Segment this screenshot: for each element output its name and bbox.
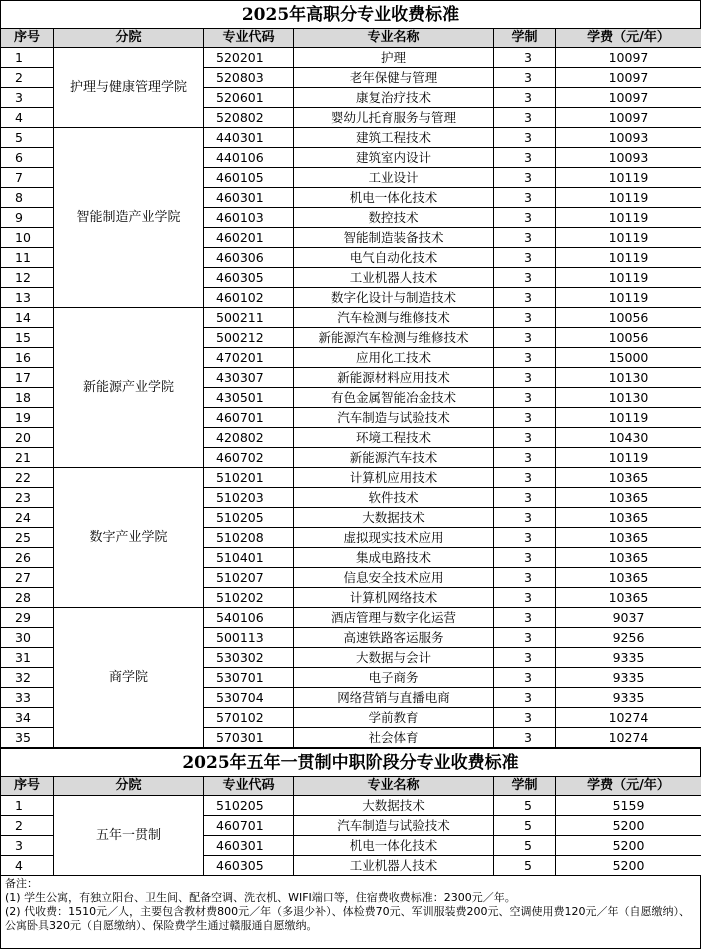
- cell-name: 有色金属智能冶金技术: [294, 388, 494, 408]
- header-college: 分院: [54, 29, 204, 48]
- cell-years: 3: [494, 388, 556, 408]
- section-title-five-year: 2025年五年一贯制中职阶段分专业收费标准: [0, 748, 701, 776]
- cell-code: 530701: [204, 668, 294, 688]
- cell-fee: 10365: [556, 468, 701, 488]
- cell-name: 机电一体化技术: [294, 836, 494, 856]
- cell-fee: 10119: [556, 208, 701, 228]
- cell-fee: 10130: [556, 368, 701, 388]
- cell-name: 工业机器人技术: [294, 268, 494, 288]
- cell-fee: 10365: [556, 568, 701, 588]
- cell-fee: 10365: [556, 588, 701, 608]
- cell-seq: 4: [1, 108, 54, 128]
- fee-table-five-year: [0, 776, 701, 876]
- header-years: 学制: [494, 777, 556, 796]
- cell-years: 3: [494, 148, 556, 168]
- cell-code: 520802: [204, 108, 294, 128]
- cell-fee: 9335: [556, 668, 701, 688]
- cell-seq: 19: [1, 408, 54, 428]
- cell-code: 510401: [204, 548, 294, 568]
- cell-years: 3: [494, 288, 556, 308]
- cell-code: 570301: [204, 728, 294, 748]
- cell-code: 520201: [204, 48, 294, 68]
- cell-name: 大数据技术: [294, 796, 494, 816]
- cell-years: 3: [494, 648, 556, 668]
- cell-name: 电气自动化技术: [294, 248, 494, 268]
- table-body: [1, 48, 701, 748]
- cell-fee: 10119: [556, 188, 701, 208]
- cell-name: 智能制造装备技术: [294, 228, 494, 248]
- cell-name: 建筑室内设计: [294, 148, 494, 168]
- cell-name: 大数据与会计: [294, 648, 494, 668]
- cell-seq: 31: [1, 648, 54, 668]
- cell-fee: 10119: [556, 248, 701, 268]
- cell-code: 460701: [204, 408, 294, 428]
- cell-name: 社会体育: [294, 728, 494, 748]
- cell-code: 420802: [204, 428, 294, 448]
- cell-years: 3: [494, 368, 556, 388]
- cell-name: 高速铁路客运服务: [294, 628, 494, 648]
- cell-code: 460105: [204, 168, 294, 188]
- cell-years: 3: [494, 108, 556, 128]
- cell-years: 3: [494, 588, 556, 608]
- cell-seq: 25: [1, 528, 54, 548]
- cell-seq: 12: [1, 268, 54, 288]
- cell-code: 460103: [204, 208, 294, 228]
- cell-seq: 6: [1, 148, 54, 168]
- cell-code: 510205: [204, 508, 294, 528]
- cell-code: 460201: [204, 228, 294, 248]
- cell-seq: 22: [1, 468, 54, 488]
- cell-fee: 5200: [556, 816, 701, 836]
- cell-code: 440106: [204, 148, 294, 168]
- table-row: [1, 308, 701, 328]
- cell-fee: 10365: [556, 488, 701, 508]
- cell-seq: 2: [1, 68, 54, 88]
- cell-code: 430501: [204, 388, 294, 408]
- cell-fee: 10430: [556, 428, 701, 448]
- cell-name: 数控技术: [294, 208, 494, 228]
- cell-name: 电子商务: [294, 668, 494, 688]
- table-row: [1, 468, 701, 488]
- cell-name: 汽车制造与试验技术: [294, 816, 494, 836]
- cell-name: 工业机器人技术: [294, 856, 494, 876]
- header-fee: 学费（元/年）: [556, 29, 701, 48]
- table-row: [1, 796, 701, 816]
- cell-college: 数字产业学院: [54, 468, 204, 608]
- cell-name: 数字化设计与制造技术: [294, 288, 494, 308]
- cell-seq: 35: [1, 728, 54, 748]
- cell-fee: 5200: [556, 836, 701, 856]
- cell-fee: 9335: [556, 688, 701, 708]
- cell-fee: 10119: [556, 448, 701, 468]
- cell-fee: 10365: [556, 548, 701, 568]
- cell-years: 5: [494, 856, 556, 876]
- header-years: 学制: [494, 29, 556, 48]
- cell-name: 汽车检测与维修技术: [294, 308, 494, 328]
- cell-name: 计算机网络技术: [294, 588, 494, 608]
- cell-name: 网络营销与直播电商: [294, 688, 494, 708]
- cell-name: 大数据技术: [294, 508, 494, 528]
- cell-fee: 10119: [556, 288, 701, 308]
- cell-years: 3: [494, 188, 556, 208]
- cell-code: 510207: [204, 568, 294, 588]
- cell-years: 3: [494, 168, 556, 188]
- cell-code: 500212: [204, 328, 294, 348]
- cell-code: 540106: [204, 608, 294, 628]
- cell-name: 康复治疗技术: [294, 88, 494, 108]
- cell-fee: 10056: [556, 328, 701, 348]
- cell-fee: 10119: [556, 168, 701, 188]
- cell-years: 3: [494, 668, 556, 688]
- cell-seq: 10: [1, 228, 54, 248]
- cell-college: 护理与健康管理学院: [54, 48, 204, 128]
- cell-years: 3: [494, 428, 556, 448]
- cell-code: 530704: [204, 688, 294, 708]
- notes-line-2: (2) 代收费：1510元／人，主要包含教材费800元／年（多退少补）、体检费70元、军训服装费200元、空调使用费120元／年（自愿缴纳）、公寓卧具320元（自愿缴纳）、保险费学生通过赣服通自愿缴纳。: [5, 905, 691, 932]
- cell-seq: 30: [1, 628, 54, 648]
- cell-college: 新能源产业学院: [54, 308, 204, 468]
- cell-code: 460301: [204, 188, 294, 208]
- cell-years: 3: [494, 508, 556, 528]
- cell-seq: 13: [1, 288, 54, 308]
- cell-seq: 17: [1, 368, 54, 388]
- table-row: [1, 48, 701, 68]
- cell-name: 软件技术: [294, 488, 494, 508]
- cell-code: 430307: [204, 368, 294, 388]
- cell-seq: 26: [1, 548, 54, 568]
- cell-seq: 2: [1, 816, 54, 836]
- cell-seq: 4: [1, 856, 54, 876]
- cell-fee: 10119: [556, 408, 701, 428]
- cell-seq: 27: [1, 568, 54, 588]
- cell-code: 470201: [204, 348, 294, 368]
- cell-seq: 33: [1, 688, 54, 708]
- cell-fee: 5159: [556, 796, 701, 816]
- cell-years: 3: [494, 628, 556, 648]
- cell-name: 酒店管理与数字化运营: [294, 608, 494, 628]
- cell-code: 460305: [204, 856, 294, 876]
- cell-fee: 10274: [556, 708, 701, 728]
- cell-seq: 3: [1, 836, 54, 856]
- cell-code: 530302: [204, 648, 294, 668]
- header-name: 专业名称: [294, 29, 494, 48]
- cell-seq: 1: [1, 48, 54, 68]
- notes-section: [0, 876, 701, 949]
- cell-name: 工业设计: [294, 168, 494, 188]
- cell-years: 3: [494, 468, 556, 488]
- table-row: [1, 128, 701, 148]
- header-college: 分院: [54, 777, 204, 796]
- cell-fee: 10365: [556, 508, 701, 528]
- cell-code: 520803: [204, 68, 294, 88]
- header-code: 专业代码: [204, 29, 294, 48]
- cell-years: 3: [494, 48, 556, 68]
- cell-seq: 34: [1, 708, 54, 728]
- cell-years: 3: [494, 728, 556, 748]
- cell-seq: 7: [1, 168, 54, 188]
- cell-name: 环境工程技术: [294, 428, 494, 448]
- header-seq: 序号: [1, 29, 54, 48]
- cell-seq: 1: [1, 796, 54, 816]
- cell-seq: 15: [1, 328, 54, 348]
- cell-fee: 9335: [556, 648, 701, 668]
- cell-college: 五年一贯制: [54, 796, 204, 876]
- cell-name: 信息安全技术应用: [294, 568, 494, 588]
- cell-seq: 20: [1, 428, 54, 448]
- cell-name: 婴幼儿托育服务与管理: [294, 108, 494, 128]
- cell-college: 商学院: [54, 608, 204, 748]
- cell-fee: 15000: [556, 348, 701, 368]
- cell-years: 3: [494, 688, 556, 708]
- cell-name: 护理: [294, 48, 494, 68]
- cell-name: 集成电路技术: [294, 548, 494, 568]
- cell-seq: 8: [1, 188, 54, 208]
- cell-seq: 21: [1, 448, 54, 468]
- cell-name: 建筑工程技术: [294, 128, 494, 148]
- cell-years: 3: [494, 68, 556, 88]
- cell-seq: 28: [1, 588, 54, 608]
- cell-fee: 10056: [556, 308, 701, 328]
- cell-years: 3: [494, 568, 556, 588]
- cell-years: 3: [494, 208, 556, 228]
- cell-fee: 10097: [556, 68, 701, 88]
- cell-seq: 23: [1, 488, 54, 508]
- cell-name: 计算机应用技术: [294, 468, 494, 488]
- cell-name: 学前教育: [294, 708, 494, 728]
- cell-code: 520601: [204, 88, 294, 108]
- cell-code: 570102: [204, 708, 294, 728]
- cell-years: 3: [494, 328, 556, 348]
- cell-code: 510208: [204, 528, 294, 548]
- cell-fee: 10093: [556, 128, 701, 148]
- cell-seq: 24: [1, 508, 54, 528]
- header-fee: 学费（元/年）: [556, 777, 701, 796]
- cell-fee: 10119: [556, 268, 701, 288]
- cell-college: 智能制造产业学院: [54, 128, 204, 308]
- fee-table-higher-vocational: [0, 28, 701, 748]
- cell-fee: 10365: [556, 528, 701, 548]
- cell-code: 460305: [204, 268, 294, 288]
- cell-years: 3: [494, 228, 556, 248]
- cell-code: 510203: [204, 488, 294, 508]
- cell-years: 3: [494, 268, 556, 288]
- cell-fee: 10130: [556, 388, 701, 408]
- cell-seq: 14: [1, 308, 54, 328]
- cell-name: 新能源汽车技术: [294, 448, 494, 468]
- cell-fee: 9256: [556, 628, 701, 648]
- cell-seq: 32: [1, 668, 54, 688]
- cell-years: 3: [494, 708, 556, 728]
- cell-seq: 18: [1, 388, 54, 408]
- cell-name: 新能源材料应用技术: [294, 368, 494, 388]
- cell-code: 460306: [204, 248, 294, 268]
- cell-name: 应用化工技术: [294, 348, 494, 368]
- cell-code: 440301: [204, 128, 294, 148]
- cell-name: 汽车制造与试验技术: [294, 408, 494, 428]
- cell-seq: 9: [1, 208, 54, 228]
- cell-seq: 5: [1, 128, 54, 148]
- cell-name: 虚拟现实技术应用: [294, 528, 494, 548]
- cell-years: 3: [494, 448, 556, 468]
- cell-code: 460102: [204, 288, 294, 308]
- cell-code: 460301: [204, 836, 294, 856]
- table-row: [1, 608, 701, 628]
- cell-years: 3: [494, 408, 556, 428]
- header-code: 专业代码: [204, 777, 294, 796]
- cell-fee: 10119: [556, 228, 701, 248]
- table-body: [1, 796, 701, 876]
- cell-name: 新能源汽车检测与维修技术: [294, 328, 494, 348]
- cell-name: 老年保健与管理: [294, 68, 494, 88]
- cell-fee: 10097: [556, 108, 701, 128]
- cell-code: 460701: [204, 816, 294, 836]
- cell-seq: 11: [1, 248, 54, 268]
- cell-years: 3: [494, 248, 556, 268]
- cell-code: 510205: [204, 796, 294, 816]
- cell-years: 3: [494, 488, 556, 508]
- cell-name: 机电一体化技术: [294, 188, 494, 208]
- cell-fee: 9037: [556, 608, 701, 628]
- cell-code: 500211: [204, 308, 294, 328]
- cell-fee: 10093: [556, 148, 701, 168]
- table-header-row: [1, 29, 701, 48]
- cell-code: 510201: [204, 468, 294, 488]
- cell-code: 500113: [204, 628, 294, 648]
- cell-seq: 3: [1, 88, 54, 108]
- cell-fee: 5200: [556, 856, 701, 876]
- cell-years: 5: [494, 816, 556, 836]
- cell-years: 3: [494, 128, 556, 148]
- cell-years: 5: [494, 836, 556, 856]
- cell-years: 3: [494, 608, 556, 628]
- cell-code: 510202: [204, 588, 294, 608]
- cell-fee: 10097: [556, 48, 701, 68]
- header-name: 专业名称: [294, 777, 494, 796]
- table-header-row: [1, 777, 701, 796]
- cell-seq: 29: [1, 608, 54, 628]
- cell-years: 3: [494, 348, 556, 368]
- cell-fee: 10097: [556, 88, 701, 108]
- cell-years: 3: [494, 528, 556, 548]
- cell-years: 3: [494, 88, 556, 108]
- cell-code: 460702: [204, 448, 294, 468]
- cell-seq: 16: [1, 348, 54, 368]
- notes-line-1: (1) 学生公寓，有独立阳台、卫生间、配备空调、洗衣机、WIFI端口等，住宿费收费标准：2300元／年。: [5, 891, 516, 904]
- cell-years: 3: [494, 548, 556, 568]
- page-title: 2025年高职分专业收费标准: [0, 0, 701, 28]
- cell-years: 3: [494, 308, 556, 328]
- cell-years: 5: [494, 796, 556, 816]
- cell-fee: 10274: [556, 728, 701, 748]
- notes-heading: 备注：: [5, 877, 38, 890]
- header-seq: 序号: [1, 777, 54, 796]
